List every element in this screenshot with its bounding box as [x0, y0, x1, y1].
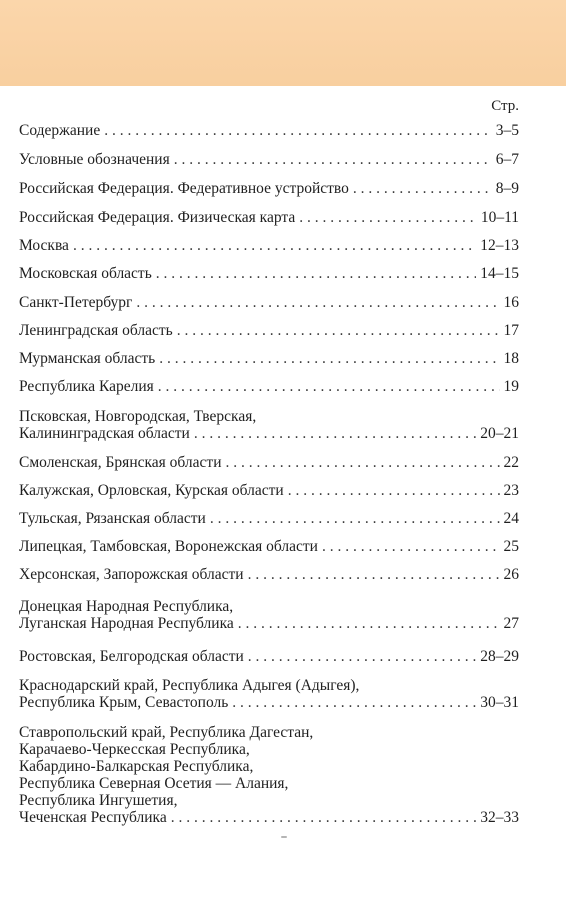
- dot-leader: [225, 454, 499, 471]
- toc-entry-page: 27: [503, 615, 519, 632]
- dot-leader: [104, 122, 492, 139]
- toc-entry-page: 22: [503, 454, 519, 471]
- toc-entry-title: Липецкая, Тамбовская, Воронежская области: [19, 538, 318, 555]
- toc-entry-page: 25: [503, 538, 519, 555]
- toc-entry-title: Ленинградская область: [19, 322, 173, 339]
- toc-entry-title: Российская Федерация. Физическая карта: [19, 209, 296, 226]
- toc-entry[interactable]: [19, 408, 519, 442]
- dot-leader: [232, 694, 476, 711]
- toc-entry-page: 19: [503, 378, 519, 395]
- toc-entry[interactable]: [19, 151, 519, 168]
- toc-entry-title: Санкт-Петербург: [19, 294, 133, 311]
- toc-entry-title: Калужская, Орловская, Курская области: [19, 482, 284, 499]
- toc-entry-title: Калининградская области: [19, 425, 190, 442]
- toc-entry[interactable]: [19, 322, 519, 339]
- dot-leader: [210, 510, 500, 527]
- toc-entry-title: Содержание: [19, 122, 101, 139]
- toc-entry-page: 18: [503, 350, 519, 367]
- toc-entry-title: Мурманская область: [19, 350, 156, 367]
- toc-entry-title: Республика Карелия: [19, 378, 154, 395]
- toc-entry[interactable]: [19, 237, 519, 254]
- toc-entry[interactable]: [19, 180, 519, 197]
- dot-leader: [171, 809, 477, 826]
- toc-entry-page: 10–11: [480, 209, 519, 226]
- toc-entry-title: Тульская, Рязанская области: [19, 510, 206, 527]
- toc-entry-page: 14–15: [480, 265, 519, 282]
- toc-entry[interactable]: [19, 378, 519, 395]
- toc-entry[interactable]: [19, 454, 519, 471]
- toc-entry-title: Московская область: [19, 265, 152, 282]
- dot-leader: [158, 378, 500, 395]
- page-column-header: Стр.: [491, 98, 519, 114]
- toc-entry[interactable]: [19, 350, 519, 367]
- dot-leader: [288, 482, 500, 499]
- toc-entry-line: Кабардино-Балкарская Республика,: [19, 758, 254, 775]
- toc-entry-page: 6–7: [495, 151, 519, 168]
- dot-leader: [299, 209, 477, 226]
- toc-entry[interactable]: [19, 122, 519, 139]
- toc-entry-page: 26: [503, 566, 519, 583]
- toc-entry-page: 8–9: [495, 180, 519, 197]
- toc-entry-page: 24: [503, 510, 519, 527]
- toc-entry-line: Донецкая Народная Республика,: [19, 598, 234, 615]
- toc-entry[interactable]: [19, 294, 519, 311]
- toc-entry-page: 20–21: [480, 425, 519, 442]
- toc-entry[interactable]: [19, 538, 519, 555]
- toc-entry[interactable]: [19, 265, 519, 282]
- toc-entry-page: 28–29: [480, 648, 519, 665]
- toc-entry-line: Краснодарский край, Республика Адыгея (Адыгея),: [19, 677, 360, 694]
- toc-entry-title: Чеченская Республика: [19, 809, 167, 826]
- toc-entry[interactable]: [19, 482, 519, 499]
- toc-entry[interactable]: [19, 724, 519, 826]
- toc-entry-title: Херсонская, Запорожская области: [19, 566, 244, 583]
- toc-entry-title: Российская Федерация. Федеративное устройство: [19, 180, 349, 197]
- dot-leader: [136, 294, 499, 311]
- toc-entry-title: Смоленская, Брянская области: [19, 454, 222, 471]
- toc-entry-line: Республика Ингушетия,: [19, 792, 178, 809]
- toc-entry-page: 30–31: [480, 694, 519, 711]
- toc-entry[interactable]: [19, 598, 519, 632]
- toc-entry-line: Республика Северная Осетия — Алания,: [19, 775, 289, 792]
- toc-entry[interactable]: [19, 648, 519, 665]
- dot-leader: [353, 180, 492, 197]
- toc-entry-page: 32–33: [480, 809, 519, 826]
- dot-leader: [322, 538, 500, 555]
- toc-entry-line: Псковская, Новгородская, Тверская,: [19, 408, 257, 425]
- dot-leader: [248, 648, 476, 665]
- dot-leader: [73, 237, 476, 254]
- dot-leader: [238, 615, 500, 632]
- toc-entry-line: Карачаево-Черкесская Республика,: [19, 741, 250, 758]
- toc-entry-title: Республика Крым, Севастополь: [19, 694, 229, 711]
- print-mark: [281, 836, 287, 838]
- toc-entry-page: 12–13: [480, 237, 519, 254]
- toc-entry-title: Луганская Народная Республика: [19, 615, 234, 632]
- toc-entry-title: Ростовская, Белгородская области: [19, 648, 244, 665]
- dot-leader: [194, 425, 476, 442]
- toc-entry-page: 23: [503, 482, 519, 499]
- dot-leader: [156, 265, 476, 282]
- toc-entry-title: Москва: [19, 237, 69, 254]
- dot-leader: [248, 566, 500, 583]
- toc-entry-page: 16: [503, 294, 519, 311]
- toc-entry[interactable]: [19, 566, 519, 583]
- dot-leader: [174, 151, 492, 168]
- toc-entry-page: 3–5: [495, 122, 519, 139]
- top-color-band: [0, 0, 566, 86]
- dot-leader: [177, 322, 500, 339]
- toc-entry-page: 17: [503, 322, 519, 339]
- toc-entry-line: Ставропольский край, Республика Дагестан,: [19, 724, 314, 741]
- toc-entry-title: Условные обозначения: [19, 151, 170, 168]
- toc-entry[interactable]: [19, 209, 519, 226]
- toc-entry[interactable]: [19, 677, 519, 711]
- toc-entry[interactable]: [19, 510, 519, 527]
- dot-leader: [159, 350, 499, 367]
